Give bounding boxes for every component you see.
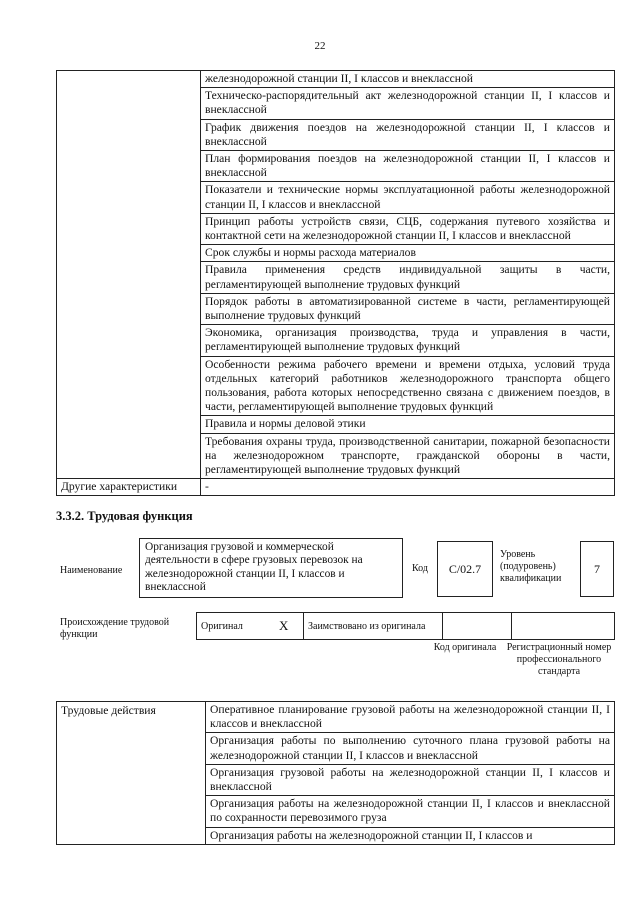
- original-mark: X: [269, 613, 304, 640]
- table-cell: Экономика, организация производства, труда и управления в части, регламентирующей выполнение трудовых функций: [201, 325, 615, 356]
- level-label: Уровень (подуровень) квалификации: [500, 549, 562, 584]
- other-characteristics-value: -: [201, 479, 615, 496]
- table-row: [57, 702, 615, 733]
- table-row: [57, 479, 615, 496]
- name-label: Наименование: [60, 565, 123, 576]
- origin-label: Происхождение трудовой функции: [60, 617, 170, 640]
- code-label: Код: [412, 563, 428, 574]
- table-cell: График движения поездов на железнодорожной станции II, I классов и внеклассной: [201, 119, 615, 150]
- table-cell: Правила и нормы деловой этики: [201, 416, 615, 433]
- table-cell: Оперативное планирование грузовой работы на железнодорожной станции II, I классов и внеклассной: [206, 702, 615, 733]
- origin-table: [196, 612, 615, 640]
- table-cell: Показатели и технические нормы эксплуатационной работы железнодорожной станции II, I классов и внеклассной: [201, 182, 615, 213]
- page-number: 22: [314, 40, 326, 52]
- table-cell: Организация работы на железнодорожной станции II, I классов и внеклассной по сохранности перевозимого груза: [206, 796, 615, 827]
- table-cell: Правила применения средств индивидуальной защиты в части, регламентирующей выполнение трудовых функций: [201, 262, 615, 293]
- code-value: C/02.7: [437, 541, 493, 597]
- other-characteristics-label: Другие характеристики: [57, 479, 201, 496]
- reg-number-caption: Регистрационный номер профессионального стандарта: [506, 642, 612, 677]
- table-row: [57, 71, 615, 88]
- reg-number-cell: [512, 613, 615, 640]
- level-value: 7: [580, 541, 614, 597]
- original-label: Оригинал: [197, 613, 270, 640]
- labor-actions-table: [56, 701, 615, 845]
- table-row: [197, 613, 615, 640]
- original-code-caption: Код оригинала: [433, 642, 497, 653]
- borrowed-label: Заимствовано из оригинала: [304, 613, 443, 640]
- labor-actions-label: Трудовые действия: [57, 702, 206, 845]
- table-cell: Организация грузовой работы на железнодорожной станции II, I классов и внеклассной: [206, 764, 615, 795]
- table-cell: План формирования поездов на железнодорожной станции II, I классов и внеклассной: [201, 151, 615, 182]
- knowledge-table: [56, 70, 615, 496]
- table-cell: Техническо-распорядительный акт железнодорожной станции II, I классов и внеклассной: [201, 88, 615, 119]
- original-code-cell: [443, 613, 512, 640]
- table-cell: Срок службы и нормы расхода материалов: [201, 245, 615, 262]
- empty-label-cell: [57, 71, 201, 479]
- table-cell: Особенности режима рабочего времени и времени отдыха, условий труда отдельных категорий работников железнодорожного транспорта общего пользования, работа которых непосредственно связана с движением поездов, в части, регламентирующей выполнение трудовых функций: [201, 356, 615, 416]
- table-cell: Принцип работы устройств связи, СЦБ, содержания путевого хозяйства и контактной сети на железнодорожной станции II, I классов и внеклассной: [201, 213, 615, 244]
- table-cell: железнодорожной станции II, I классов и внеклассной: [201, 71, 615, 88]
- table-cell: Требования охраны труда, производственной санитарии, пожарной безопасности на железнодорожном транспорте, гражданской обороны в части, регламентирующей выполнение трудовых функций: [201, 433, 615, 479]
- table-cell: Организация работы по выполнению суточного плана грузовой работы на железнодорожной станции II, I классов и внеклассной: [206, 733, 615, 764]
- table-cell: Порядок работы в автоматизированной системе в части, регламентирующей выполнение трудовых функций: [201, 293, 615, 324]
- section-heading: 3.3.2. Трудовая функция: [56, 509, 193, 523]
- function-name-value: Организация грузовой и коммерческой деятельности в сфере грузовых перевозок на железнодорожной станции II, I классов и внеклассной: [139, 538, 403, 598]
- table-cell: Организация работы на железнодорожной станции II, I классов и: [206, 827, 615, 844]
